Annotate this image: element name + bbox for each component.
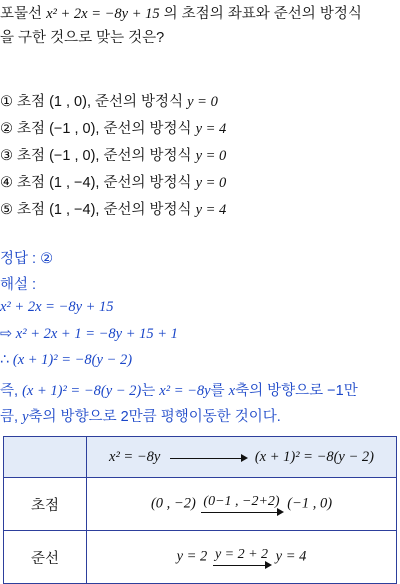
choice-equation: y = 4 xyxy=(195,121,227,137)
conclusion-text: 축의 방향으로 −1만 xyxy=(235,383,358,399)
choice-equation: y = 0 xyxy=(187,94,218,110)
translation-table xyxy=(3,436,397,584)
labeled-arrow xyxy=(211,548,272,566)
choice-3[interactable] xyxy=(0,144,226,165)
question-suffix: 의 초점의 좌표와 준선의 방정식 xyxy=(163,6,362,22)
answer xyxy=(0,247,53,268)
step-3-equation: (x + 1)² = −8(y − 2) xyxy=(9,352,133,368)
table-header-empty-cell xyxy=(4,437,87,478)
table-cell xyxy=(87,478,397,531)
choice-number: ② xyxy=(0,121,13,137)
row-to: y = 4 xyxy=(275,548,307,565)
row-from: (0 , −2) xyxy=(150,495,196,512)
choice-1[interactable] xyxy=(0,90,218,111)
choice-number: ④ xyxy=(0,175,13,191)
conclusion-text: 를 xyxy=(210,383,229,399)
question-prefix: 포물선 xyxy=(0,6,43,22)
conclusion-text: 축의 방향으로 2만큼 평행이동한 것이다. xyxy=(28,409,281,425)
arrow-label: (0−1 , −2+2) xyxy=(203,494,280,509)
therefore-icon: ∴ xyxy=(0,352,10,368)
conclusion-variable: x xyxy=(228,383,236,399)
long-arrow-icon xyxy=(168,455,248,459)
question-line-1 xyxy=(0,3,362,25)
explanation-label: 해설 : xyxy=(0,277,37,293)
choice-equation: y = 4 xyxy=(195,202,227,218)
table-header-row xyxy=(4,437,397,478)
explanation-step-1: x² + 2x = −8y + 15 xyxy=(0,299,114,315)
row-label: 준선 xyxy=(4,531,87,584)
row-label: 초점 xyxy=(4,478,87,531)
header-left-equation: x² = −8y xyxy=(109,448,161,465)
explanation-step-3 xyxy=(0,352,132,369)
row-to: (−1 , 0) xyxy=(287,495,333,512)
explanation-conclusion-1 xyxy=(0,379,358,400)
question-line-2-text: 을 구한 것으로 맞는 것은? xyxy=(0,30,165,46)
arrow-right-icon xyxy=(201,512,281,513)
choice-text: 초점 (−1 , 0), 준선의 방정식 xyxy=(17,148,196,164)
choice-number: ③ xyxy=(0,148,13,164)
choice-4[interactable] xyxy=(0,171,226,192)
explanation-step-2 xyxy=(0,326,178,343)
header-right-equation: (x + 1)² = −8(y − 2) xyxy=(254,448,374,465)
answer-label: 정답 : xyxy=(0,251,41,267)
arrow-label: y = 2 + 2 xyxy=(214,547,269,562)
conclusion-variable: y xyxy=(22,409,29,425)
choice-number: ① xyxy=(0,94,13,110)
labeled-arrow xyxy=(199,495,283,513)
explanation-conclusion-2 xyxy=(0,405,281,426)
choice-number: ⑤ xyxy=(0,202,13,218)
table-row xyxy=(4,478,397,531)
choice-2[interactable] xyxy=(0,117,226,138)
step-2-equation: x² + 2x + 1 = −8y + 15 + 1 xyxy=(12,326,178,342)
choice-text: 초점 (1 , 0), 준선의 방정식 xyxy=(17,94,188,110)
answer-value: ② xyxy=(40,251,54,267)
arrow-right-icon xyxy=(213,565,270,566)
choice-equation: y = 0 xyxy=(195,148,227,164)
row-from: y = 2 xyxy=(176,548,208,565)
choice-text: 초점 (−1 , 0), 준선의 방정식 xyxy=(17,121,196,137)
conclusion-text: 큼, xyxy=(0,409,23,425)
choice-5[interactable] xyxy=(0,198,226,219)
table-cell xyxy=(87,531,397,584)
choice-equation: y = 0 xyxy=(195,175,227,191)
choice-text: 초점 (1 , −4), 준선의 방정식 xyxy=(17,202,196,218)
question-line-2 xyxy=(0,27,164,49)
conclusion-text: 즉, xyxy=(0,383,23,399)
conclusion-text: 는 xyxy=(141,383,160,399)
table-header-cell xyxy=(87,437,397,478)
conclusion-equation: (x + 1)² = −8(y − 2) xyxy=(22,383,142,399)
implies-arrow-icon: ⇨ xyxy=(0,326,13,342)
table-row xyxy=(4,531,397,584)
question-equation: x² + 2x = −8y + 15 xyxy=(46,6,160,22)
conclusion-equation: x² = −8y xyxy=(159,383,211,399)
choice-text: 초점 (1 , −4), 준선의 방정식 xyxy=(17,175,196,191)
